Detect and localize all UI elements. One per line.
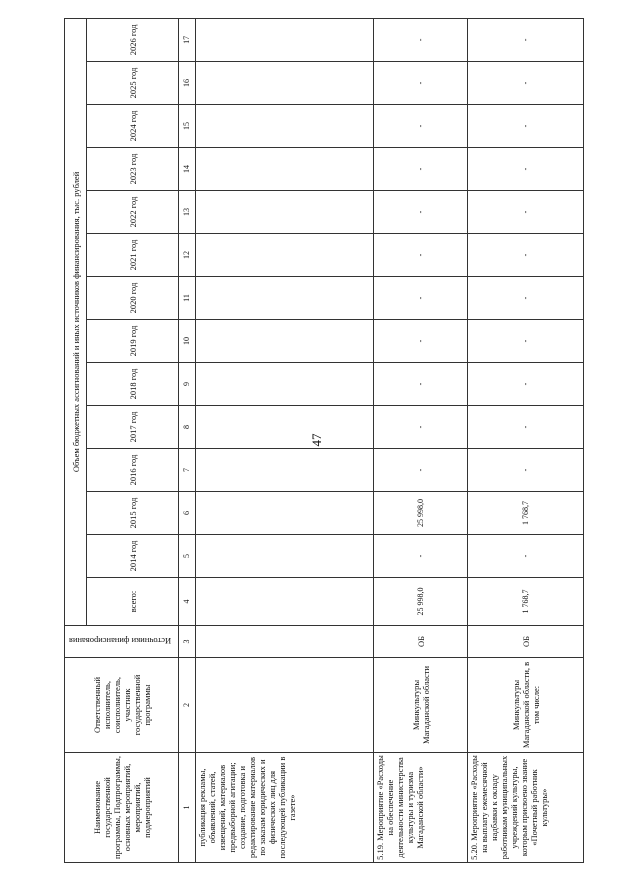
row-value: -	[374, 363, 468, 406]
header-year: 2020 год	[87, 277, 179, 320]
header-funding-title: Объем бюджетных ассигнований и иных источников финансирования, тыс. рублей	[65, 18, 87, 625]
table-row	[468, 18, 584, 862]
row-source: ОБ	[468, 626, 584, 658]
row-value: -	[374, 406, 468, 449]
row-value: -	[374, 277, 468, 320]
row-name: 5.19. Мероприятие «Расходы на обеспечение деятельности министерства культуры и туризма Магаданской области»	[374, 753, 468, 863]
header-year: 2026 год	[87, 18, 179, 61]
header-year: 2014 год	[87, 535, 179, 578]
row-value: -	[468, 234, 584, 277]
header-year: 2021 год	[87, 234, 179, 277]
row-total	[196, 578, 374, 626]
row-value	[196, 406, 374, 449]
row-value: -	[374, 148, 468, 191]
index-cell: 8	[179, 406, 196, 449]
row-value: -	[468, 535, 584, 578]
header-year: 2019 год	[87, 320, 179, 363]
index-cell: 17	[179, 18, 196, 61]
index-cell: 12	[179, 234, 196, 277]
table-row	[196, 18, 374, 862]
row-value	[196, 191, 374, 234]
index-cell: 7	[179, 449, 196, 492]
row-value	[196, 449, 374, 492]
index-cell: 5	[179, 535, 196, 578]
row-value: -	[374, 535, 468, 578]
row-value	[196, 320, 374, 363]
header-source-text: Источники финансирования	[69, 636, 172, 647]
index-cell: 16	[179, 62, 196, 105]
row-value: 1 768,7	[468, 492, 584, 535]
row-value: 25 998,0	[374, 492, 468, 535]
header-year: 2016 год	[87, 449, 179, 492]
index-cell: 13	[179, 191, 196, 234]
row-value: -	[468, 363, 584, 406]
row-value: -	[468, 449, 584, 492]
row-value: -	[374, 320, 468, 363]
row-source: ОБ	[374, 626, 468, 658]
row-value: -	[374, 191, 468, 234]
index-cell: 4	[179, 578, 196, 626]
row-value: -	[468, 148, 584, 191]
row-executor	[196, 658, 374, 753]
row-value: -	[374, 449, 468, 492]
index-cell: 14	[179, 148, 196, 191]
index-cell: 1	[179, 753, 196, 863]
row-value	[196, 18, 374, 61]
header-year: 2015 год	[87, 492, 179, 535]
rotated-table-wrapper	[64, 20, 580, 863]
header-year: 2025 год	[87, 62, 179, 105]
row-value	[196, 234, 374, 277]
header-year: 2023 год	[87, 148, 179, 191]
row-value: -	[374, 62, 468, 105]
header-executor: Ответственный исполнитель, соисполнитель, участник государственной программы	[65, 658, 179, 753]
index-cell: 9	[179, 363, 196, 406]
row-name: 5.20. Мероприятие «Расходы на выплату ежемесячной надбавки к окладу работникам муниципальных учреждений культуры, которым присвоено звание «Почетный работник культуры»	[468, 753, 584, 863]
row-value: -	[468, 191, 584, 234]
index-cell: 6	[179, 492, 196, 535]
row-value: -	[468, 105, 584, 148]
header-year: 2024 год	[87, 105, 179, 148]
table-row	[374, 18, 468, 862]
row-value	[196, 105, 374, 148]
header-year: 2022 год	[87, 191, 179, 234]
row-value	[196, 277, 374, 320]
row-executor: Минкультуры Магаданской области, в том числе:	[468, 658, 584, 753]
index-cell: 10	[179, 320, 196, 363]
row-value: -	[468, 320, 584, 363]
index-cell: 15	[179, 105, 196, 148]
header-source	[65, 626, 179, 658]
row-value: -	[468, 406, 584, 449]
row-value: -	[468, 18, 584, 61]
header-year: 2017 год	[87, 406, 179, 449]
row-source	[196, 626, 374, 658]
header-year: 2018 год	[87, 363, 179, 406]
header-total: всего:	[87, 578, 179, 626]
row-value	[196, 363, 374, 406]
row-total: 1 768,7	[468, 578, 584, 626]
row-value: -	[468, 277, 584, 320]
budget-table	[64, 18, 584, 863]
row-value: -	[374, 234, 468, 277]
index-row	[179, 18, 196, 862]
row-value	[196, 62, 374, 105]
row-executor: Минкультуры Магаданской области	[374, 658, 468, 753]
row-total: 25 998,0	[374, 578, 468, 626]
row-value	[196, 535, 374, 578]
row-value: -	[374, 18, 468, 61]
row-value	[196, 148, 374, 191]
page-number: 47	[309, 433, 324, 447]
index-cell: 2	[179, 658, 196, 753]
row-value: -	[374, 105, 468, 148]
row-value	[196, 492, 374, 535]
index-cell: 11	[179, 277, 196, 320]
row-name: публикация рекламы, объявлений, статей, извещений, материалов предвыборной агитации; создание, подготовка и редактирование материалов по заказам юридических и физических лиц для последующей публикации в газете»	[196, 753, 374, 863]
index-cell: 3	[179, 626, 196, 658]
row-value: -	[468, 62, 584, 105]
header-name: Наименование государственной программы, Подпрограммы, основных мероприятий, мероприятий, подмероприятий	[65, 753, 179, 863]
